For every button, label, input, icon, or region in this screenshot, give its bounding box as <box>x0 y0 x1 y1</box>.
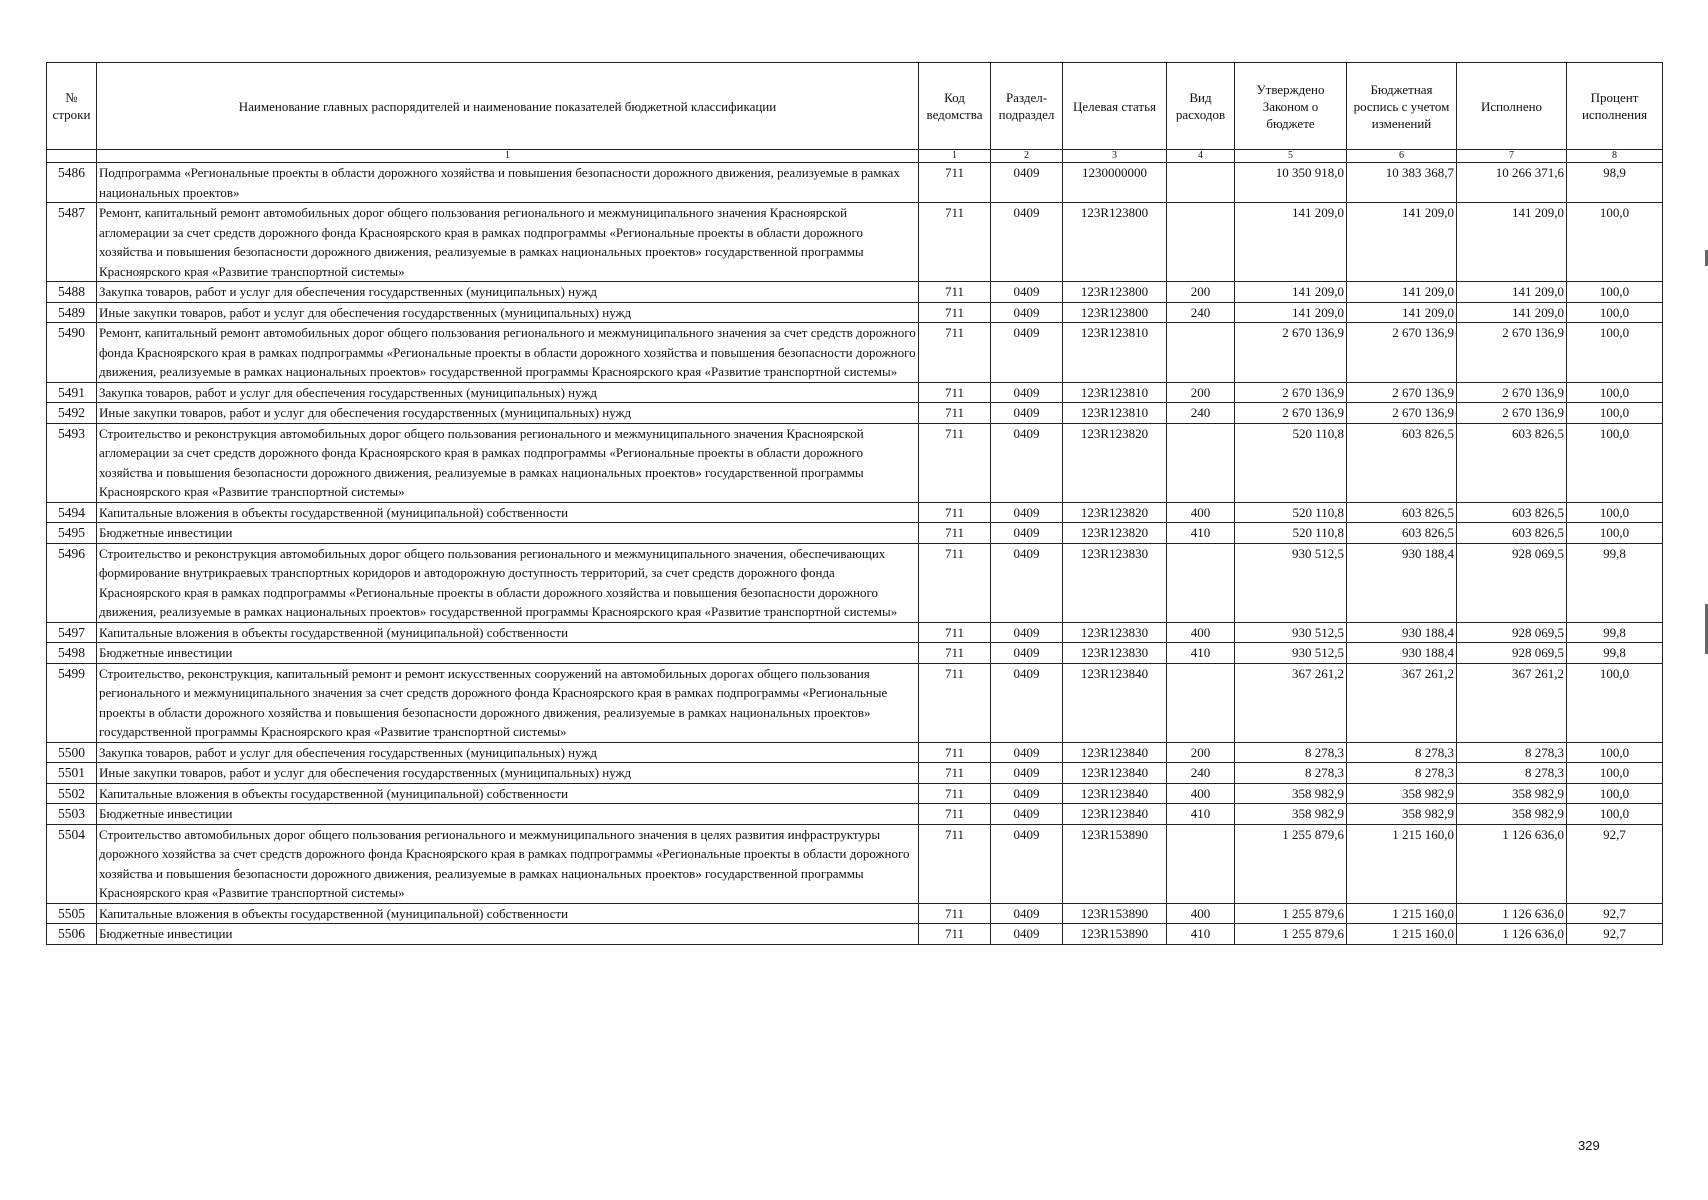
row-expense-type: 410 <box>1167 643 1235 664</box>
column-number: 6 <box>1347 150 1457 163</box>
row-dept-code: 711 <box>919 804 991 825</box>
row-executed: 1 126 636,0 <box>1457 924 1567 945</box>
row-approved: 141 209,0 <box>1235 203 1347 282</box>
row-executed: 603 826,5 <box>1457 423 1567 502</box>
row-name: Закупка товаров, работ и услуг для обеспечения государственных (муниципальных) нужд <box>97 382 919 403</box>
row-percent: 100,0 <box>1567 403 1663 424</box>
row-dept-code: 711 <box>919 663 991 742</box>
column-number <box>47 150 97 163</box>
row-dept-code: 711 <box>919 523 991 544</box>
row-schedule: 603 826,5 <box>1347 502 1457 523</box>
row-percent: 99,8 <box>1567 543 1663 622</box>
table-row <box>47 643 1663 664</box>
row-name: Капитальные вложения в объекты государственной (муниципальной) собственности <box>97 903 919 924</box>
row-expense-type: 200 <box>1167 742 1235 763</box>
row-executed: 603 826,5 <box>1457 502 1567 523</box>
row-approved: 2 670 136,9 <box>1235 403 1347 424</box>
row-number: 5492 <box>47 403 97 424</box>
row-section: 0409 <box>991 763 1063 784</box>
row-number: 5493 <box>47 423 97 502</box>
row-expense-type <box>1167 543 1235 622</box>
row-percent: 100,0 <box>1567 323 1663 383</box>
column-numbers-row <box>47 150 1663 163</box>
row-target: 123R123810 <box>1063 323 1167 383</box>
row-dept-code: 711 <box>919 163 991 203</box>
row-executed: 2 670 136,9 <box>1457 403 1567 424</box>
row-percent: 99,8 <box>1567 622 1663 643</box>
row-dept-code: 711 <box>919 302 991 323</box>
row-schedule: 141 209,0 <box>1347 302 1457 323</box>
row-approved: 358 982,9 <box>1235 783 1347 804</box>
row-number: 5495 <box>47 523 97 544</box>
row-approved: 367 261,2 <box>1235 663 1347 742</box>
row-number: 5503 <box>47 804 97 825</box>
table-body <box>47 163 1663 945</box>
table-row <box>47 824 1663 903</box>
row-schedule: 603 826,5 <box>1347 523 1457 544</box>
row-dept-code: 711 <box>919 924 991 945</box>
row-dept-code: 711 <box>919 783 991 804</box>
row-expense-type: 400 <box>1167 622 1235 643</box>
row-section: 0409 <box>991 502 1063 523</box>
header-percent: Процент исполнения <box>1567 63 1663 150</box>
row-section: 0409 <box>991 622 1063 643</box>
row-schedule: 1 215 160,0 <box>1347 903 1457 924</box>
row-percent: 100,0 <box>1567 502 1663 523</box>
column-number: 2 <box>991 150 1063 163</box>
row-target: 123R123820 <box>1063 502 1167 523</box>
row-target: 123R123810 <box>1063 382 1167 403</box>
row-approved: 1 255 879,6 <box>1235 924 1347 945</box>
row-schedule: 358 982,9 <box>1347 783 1457 804</box>
table-row <box>47 502 1663 523</box>
header-approved: Утверждено Законом о бюджете <box>1235 63 1347 150</box>
row-schedule: 930 188,4 <box>1347 643 1457 664</box>
row-approved: 520 110,8 <box>1235 523 1347 544</box>
row-number: 5499 <box>47 663 97 742</box>
row-expense-type <box>1167 663 1235 742</box>
row-executed: 358 982,9 <box>1457 783 1567 804</box>
row-executed: 10 266 371,6 <box>1457 163 1567 203</box>
budget-table <box>46 62 1663 945</box>
row-percent: 100,0 <box>1567 382 1663 403</box>
row-approved: 10 350 918,0 <box>1235 163 1347 203</box>
table-row <box>47 403 1663 424</box>
row-schedule: 603 826,5 <box>1347 423 1457 502</box>
header-expense-type: Вид расходов <box>1167 63 1235 150</box>
row-target: 123R123840 <box>1063 783 1167 804</box>
row-dept-code: 711 <box>919 763 991 784</box>
row-schedule: 141 209,0 <box>1347 282 1457 303</box>
row-schedule: 10 383 368,7 <box>1347 163 1457 203</box>
row-target: 123R153890 <box>1063 924 1167 945</box>
row-schedule: 2 670 136,9 <box>1347 382 1457 403</box>
row-expense-type <box>1167 203 1235 282</box>
row-expense-type: 410 <box>1167 924 1235 945</box>
column-number: 1 <box>919 150 991 163</box>
row-percent: 100,0 <box>1567 804 1663 825</box>
row-approved: 2 670 136,9 <box>1235 382 1347 403</box>
column-number: 5 <box>1235 150 1347 163</box>
row-section: 0409 <box>991 282 1063 303</box>
row-expense-type: 400 <box>1167 783 1235 804</box>
header-name: Наименование главных распорядителей и наименование показателей бюджетной классификации <box>97 63 919 150</box>
row-section: 0409 <box>991 382 1063 403</box>
row-target: 123R153890 <box>1063 903 1167 924</box>
row-section: 0409 <box>991 643 1063 664</box>
row-executed: 367 261,2 <box>1457 663 1567 742</box>
row-dept-code: 711 <box>919 622 991 643</box>
row-expense-type: 400 <box>1167 903 1235 924</box>
row-percent: 100,0 <box>1567 763 1663 784</box>
row-dept-code: 711 <box>919 824 991 903</box>
row-name: Иные закупки товаров, работ и услуг для обеспечения государственных (муниципальных) нужд <box>97 302 919 323</box>
row-expense-type <box>1167 323 1235 383</box>
row-expense-type <box>1167 423 1235 502</box>
row-executed: 928 069,5 <box>1457 622 1567 643</box>
row-section: 0409 <box>991 403 1063 424</box>
row-target: 123R123800 <box>1063 282 1167 303</box>
table-row <box>47 543 1663 622</box>
row-percent: 100,0 <box>1567 423 1663 502</box>
row-target: 123R123830 <box>1063 543 1167 622</box>
row-dept-code: 711 <box>919 742 991 763</box>
row-name: Бюджетные инвестиции <box>97 804 919 825</box>
row-name: Бюджетные инвестиции <box>97 924 919 945</box>
column-number: 3 <box>1063 150 1167 163</box>
row-approved: 520 110,8 <box>1235 423 1347 502</box>
row-approved: 930 512,5 <box>1235 643 1347 664</box>
row-executed: 358 982,9 <box>1457 804 1567 825</box>
row-expense-type <box>1167 824 1235 903</box>
row-percent: 100,0 <box>1567 203 1663 282</box>
row-dept-code: 711 <box>919 543 991 622</box>
row-expense-type: 400 <box>1167 502 1235 523</box>
row-target: 123R123830 <box>1063 643 1167 664</box>
row-expense-type: 200 <box>1167 382 1235 403</box>
row-dept-code: 711 <box>919 903 991 924</box>
row-target: 123R123820 <box>1063 423 1167 502</box>
row-approved: 358 982,9 <box>1235 804 1347 825</box>
row-dept-code: 711 <box>919 323 991 383</box>
row-target: 123R123840 <box>1063 763 1167 784</box>
row-executed: 603 826,5 <box>1457 523 1567 544</box>
row-executed: 1 126 636,0 <box>1457 903 1567 924</box>
row-approved: 141 209,0 <box>1235 302 1347 323</box>
table-header <box>47 63 1663 163</box>
row-expense-type: 240 <box>1167 302 1235 323</box>
column-number: 8 <box>1567 150 1663 163</box>
table-row <box>47 663 1663 742</box>
row-number: 5488 <box>47 282 97 303</box>
row-executed: 141 209,0 <box>1457 282 1567 303</box>
row-dept-code: 711 <box>919 403 991 424</box>
row-number: 5491 <box>47 382 97 403</box>
row-number: 5486 <box>47 163 97 203</box>
row-name: Ремонт, капитальный ремонт автомобильных дорог общего пользования регионального и межмуниципального значения Красноярской агломерации за счет средств дорожного фонда Красноярского края в рамках подпрограммы «Региональные проекты в области дорожного хозяйства и повышения безопасности дорожного движения, реализуемые в рамках национальных проектов» государственной программы Красноярского края «Развитие транспортной системы» <box>97 203 919 282</box>
table-row <box>47 382 1663 403</box>
row-executed: 2 670 136,9 <box>1457 323 1567 383</box>
row-executed: 8 278,3 <box>1457 763 1567 784</box>
row-number: 5501 <box>47 763 97 784</box>
row-target: 1230000000 <box>1063 163 1167 203</box>
row-dept-code: 711 <box>919 643 991 664</box>
row-number: 5490 <box>47 323 97 383</box>
row-name: Капитальные вложения в объекты государственной (муниципальной) собственности <box>97 783 919 804</box>
row-schedule: 2 670 136,9 <box>1347 323 1457 383</box>
row-name: Иные закупки товаров, работ и услуг для обеспечения государственных (муниципальных) нужд <box>97 403 919 424</box>
row-dept-code: 711 <box>919 423 991 502</box>
row-target: 123R123810 <box>1063 403 1167 424</box>
row-schedule: 8 278,3 <box>1347 763 1457 784</box>
column-number: 1 <box>97 150 919 163</box>
row-section: 0409 <box>991 423 1063 502</box>
row-executed: 141 209,0 <box>1457 203 1567 282</box>
table-row <box>47 423 1663 502</box>
row-name: Строительство и реконструкция автомобильных дорог общего пользования регионального и межмуниципального значения, обеспечивающих формирование внутрикраевых транспортных коридоров и автодорожную доступность территорий, за счет средств дорожного фонда Красноярского края в рамках подпрограммы «Региональные проекты в области дорожного хозяйства и повышения безопасности дорожного движения, реализуемые в рамках национальных проектов» государственной программы Красноярского края «Развитие транспортной системы» <box>97 543 919 622</box>
table-row <box>47 282 1663 303</box>
table-row <box>47 523 1663 544</box>
row-section: 0409 <box>991 543 1063 622</box>
row-section: 0409 <box>991 742 1063 763</box>
row-name: Подпрограмма «Региональные проекты в области дорожного хозяйства и повышения безопасности дорожного движения, реализуемые в рамках национальных проектов» <box>97 163 919 203</box>
row-schedule: 358 982,9 <box>1347 804 1457 825</box>
row-target: 123R123840 <box>1063 804 1167 825</box>
row-section: 0409 <box>991 163 1063 203</box>
row-executed: 928 069,5 <box>1457 643 1567 664</box>
header-executed: Исполнено <box>1457 63 1567 150</box>
row-percent: 98,9 <box>1567 163 1663 203</box>
table-row <box>47 302 1663 323</box>
row-percent: 100,0 <box>1567 783 1663 804</box>
row-name: Закупка товаров, работ и услуг для обеспечения государственных (муниципальных) нужд <box>97 742 919 763</box>
row-section: 0409 <box>991 523 1063 544</box>
header-dept-code: Код ведомства <box>919 63 991 150</box>
table-row <box>47 203 1663 282</box>
row-section: 0409 <box>991 804 1063 825</box>
row-section: 0409 <box>991 783 1063 804</box>
row-section: 0409 <box>991 824 1063 903</box>
table-row <box>47 924 1663 945</box>
row-schedule: 1 215 160,0 <box>1347 824 1457 903</box>
row-number: 5497 <box>47 622 97 643</box>
row-approved: 930 512,5 <box>1235 543 1347 622</box>
row-section: 0409 <box>991 203 1063 282</box>
row-number: 5496 <box>47 543 97 622</box>
row-target: 123R123800 <box>1063 302 1167 323</box>
row-executed: 2 670 136,9 <box>1457 382 1567 403</box>
row-number: 5506 <box>47 924 97 945</box>
row-percent: 92,7 <box>1567 903 1663 924</box>
table-row <box>47 742 1663 763</box>
row-section: 0409 <box>991 323 1063 383</box>
header-section: Раздел-подраздел <box>991 63 1063 150</box>
row-dept-code: 711 <box>919 382 991 403</box>
row-number: 5502 <box>47 783 97 804</box>
row-name: Бюджетные инвестиции <box>97 523 919 544</box>
row-number: 5504 <box>47 824 97 903</box>
row-name: Капитальные вложения в объекты государственной (муниципальной) собственности <box>97 502 919 523</box>
row-percent: 100,0 <box>1567 742 1663 763</box>
header-target: Целевая статья <box>1063 63 1167 150</box>
row-schedule: 930 188,4 <box>1347 622 1457 643</box>
row-name: Иные закупки товаров, работ и услуг для обеспечения государственных (муниципальных) нужд <box>97 763 919 784</box>
row-target: 123R153890 <box>1063 824 1167 903</box>
row-target: 123R123840 <box>1063 663 1167 742</box>
row-approved: 141 209,0 <box>1235 282 1347 303</box>
row-approved: 1 255 879,6 <box>1235 903 1347 924</box>
row-name: Капитальные вложения в объекты государственной (муниципальной) собственности <box>97 622 919 643</box>
row-approved: 8 278,3 <box>1235 742 1347 763</box>
row-number: 5489 <box>47 302 97 323</box>
row-section: 0409 <box>991 663 1063 742</box>
row-executed: 141 209,0 <box>1457 302 1567 323</box>
row-section: 0409 <box>991 903 1063 924</box>
row-section: 0409 <box>991 302 1063 323</box>
row-executed: 8 278,3 <box>1457 742 1567 763</box>
row-approved: 8 278,3 <box>1235 763 1347 784</box>
row-expense-type: 240 <box>1167 403 1235 424</box>
row-number: 5494 <box>47 502 97 523</box>
row-approved: 930 512,5 <box>1235 622 1347 643</box>
row-schedule: 367 261,2 <box>1347 663 1457 742</box>
row-name: Закупка товаров, работ и услуг для обеспечения государственных (муниципальных) нужд <box>97 282 919 303</box>
row-expense-type: 240 <box>1167 763 1235 784</box>
row-number: 5498 <box>47 643 97 664</box>
row-percent: 100,0 <box>1567 282 1663 303</box>
row-dept-code: 711 <box>919 203 991 282</box>
row-schedule: 1 215 160,0 <box>1347 924 1457 945</box>
row-expense-type: 200 <box>1167 282 1235 303</box>
column-number: 4 <box>1167 150 1235 163</box>
table-row <box>47 163 1663 203</box>
row-executed: 928 069,5 <box>1457 543 1567 622</box>
row-schedule: 930 188,4 <box>1347 543 1457 622</box>
row-number: 5505 <box>47 903 97 924</box>
row-section: 0409 <box>991 924 1063 945</box>
row-target: 123R123800 <box>1063 203 1167 282</box>
table-row <box>47 622 1663 643</box>
row-schedule: 8 278,3 <box>1347 742 1457 763</box>
row-expense-type <box>1167 163 1235 203</box>
page-number: 329 <box>1578 1138 1600 1153</box>
row-target: 123R123830 <box>1063 622 1167 643</box>
header-schedule: Бюджетная роспись с учетом изменений <box>1347 63 1457 150</box>
row-dept-code: 711 <box>919 282 991 303</box>
row-expense-type: 410 <box>1167 523 1235 544</box>
row-name: Строительство, реконструкция, капитальный ремонт и ремонт искусственных сооружений на автомобильных дорогах общего пользования регионального и межмуниципального значения за счет средств дорожного фонда Красноярского края в рамках подпрограммы «Региональные проекты в области дорожного хозяйства и повышения безопасности дорожного движения, реализуемые в рамках национальных проектов» государственной программы Красноярского края «Развитие транспортной системы» <box>97 663 919 742</box>
row-schedule: 141 209,0 <box>1347 203 1457 282</box>
row-schedule: 2 670 136,9 <box>1347 403 1457 424</box>
row-expense-type: 410 <box>1167 804 1235 825</box>
row-approved: 2 670 136,9 <box>1235 323 1347 383</box>
table-row <box>47 903 1663 924</box>
row-executed: 1 126 636,0 <box>1457 824 1567 903</box>
row-target: 123R123820 <box>1063 523 1167 544</box>
row-name: Ремонт, капитальный ремонт автомобильных дорог общего пользования регионального и межмуниципального значения за счет средств дорожного фонда Красноярского края в рамках подпрограммы «Региональные проекты в области дорожного хозяйства и повышения безопасности дорожного движения, реализуемые в рамках национальных проектов» государственной программы Красноярского края «Развитие транспортной системы» <box>97 323 919 383</box>
row-percent: 99,8 <box>1567 643 1663 664</box>
row-approved: 1 255 879,6 <box>1235 824 1347 903</box>
table-row <box>47 804 1663 825</box>
row-name: Строительство и реконструкция автомобильных дорог общего пользования регионального и межмуниципального значения Красноярской агломерации за счет средств дорожного фонда Красноярского края в рамках подпрограммы «Региональные проекты в области дорожного хозяйства и повышения безопасности дорожного движения, реализуемые в рамках национальных проектов» государственной программы Красноярского края «Развитие транспортной системы» <box>97 423 919 502</box>
row-approved: 520 110,8 <box>1235 502 1347 523</box>
row-percent: 100,0 <box>1567 302 1663 323</box>
table-row <box>47 783 1663 804</box>
row-target: 123R123840 <box>1063 742 1167 763</box>
row-percent: 92,7 <box>1567 924 1663 945</box>
row-name: Строительство автомобильных дорог общего пользования регионального и межмуниципального значения в целях развития инфраструктуры дорожного хозяйства за счет средств дорожного фонда Красноярского края в рамках подпрограммы «Региональные проекты в области дорожного хозяйства и повышения безопасности дорожного движения, реализуемые в рамках национальных проектов» государственной программы Красноярского края «Развитие транспортной системы» <box>97 824 919 903</box>
row-percent: 100,0 <box>1567 663 1663 742</box>
column-number: 7 <box>1457 150 1567 163</box>
table-row <box>47 763 1663 784</box>
table-row <box>47 323 1663 383</box>
header-row-no: № строки <box>47 63 97 150</box>
row-name: Бюджетные инвестиции <box>97 643 919 664</box>
row-percent: 100,0 <box>1567 523 1663 544</box>
row-dept-code: 711 <box>919 502 991 523</box>
row-number: 5500 <box>47 742 97 763</box>
row-percent: 92,7 <box>1567 824 1663 903</box>
row-number: 5487 <box>47 203 97 282</box>
